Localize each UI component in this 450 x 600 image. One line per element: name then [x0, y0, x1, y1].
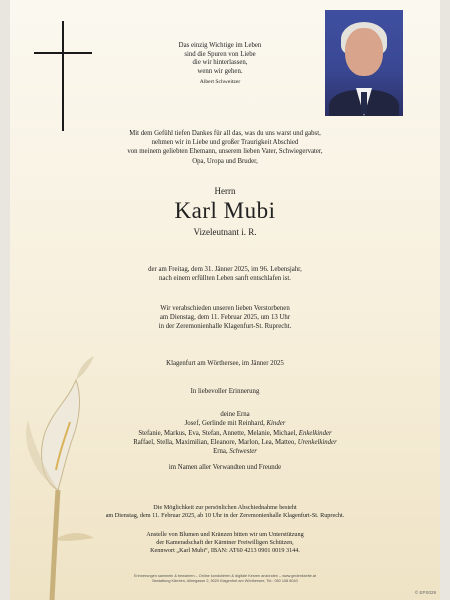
- poem: [125, 42, 315, 76]
- death-notice: [10, 265, 440, 283]
- poem-line: sind die Spuren von Liebe: [184, 50, 256, 58]
- poem-line: wenn wir gehen.: [197, 67, 243, 75]
- funeral-line: Wir verabschieden unseren lieben Verstorbenen: [160, 305, 290, 312]
- death-line: nach einem erfüllten Leben sanft entschlafen ist.: [159, 275, 291, 283]
- cross-icon-bar: [34, 52, 92, 54]
- thanks-line: nehmen wir in Liebe und großer Traurigkeit Abschied: [151, 139, 299, 147]
- thanks-line: Opa, Uropa und Bruder,: [192, 157, 258, 165]
- cross-icon: [62, 21, 64, 131]
- family-line: Raffael, Stella, Maximilian, Eleanore, Marlon, Lea, Matteo, Urenkelkinder: [133, 438, 337, 446]
- thanks-line: Mit dem Gefühl tiefen Dankes für all das, was du uns warst und gabst,: [129, 130, 321, 137]
- deceased-name: Karl Mubi: [174, 198, 276, 223]
- footer-line: Erinnerungen sammeln & bewahren – Online kondolieren & digitale Kerzen anzünden – www.gedenkseite.at: [134, 574, 316, 578]
- donation-line: der Kameradschaft der Kärntner Freiwilligen Schützen,: [156, 539, 294, 547]
- family-line: deine Erna: [220, 411, 250, 418]
- place-date: Klagenfurt am Wörthersee, im Jänner 2025: [166, 360, 284, 367]
- footer: [10, 574, 440, 584]
- donation-line: Anstelle von Blumen und Kränzen bitten wir um Unterstützung: [146, 531, 304, 538]
- portrait-photo: [325, 10, 403, 116]
- farewell-line: am Dienstag, dem 11. Februar 2025, ab 10 Uhr in der Zeremonienhalle Klagenfurt-St. Ruprecht.: [105, 512, 345, 520]
- deceased-title: Vizeleutnant i. R.: [193, 227, 257, 237]
- memory-heading: In liebevoller Erinnerung: [190, 388, 260, 395]
- thanks-text: [70, 129, 380, 166]
- funeral-line: in der Zeremonienhalle Klagenfurt-St. Ruprecht.: [158, 323, 292, 331]
- copyright-mark: © EPS029: [414, 590, 436, 595]
- poem-author: Albert Schweitzer: [199, 79, 241, 85]
- donation-line: Kennwort „Karl Mubi“, IBAN: AT60 4213 0901 0019 3144.: [150, 547, 300, 555]
- family-line: Erna, Schwester: [213, 448, 257, 456]
- thanks-line: von meinem geliebten Ehemann, unserem lieben Vater, Schwiegervater,: [127, 148, 323, 156]
- salutation: Herrn: [214, 186, 236, 196]
- relatives-note: im Namen aller Verwandten und Freunde: [168, 464, 282, 471]
- footer-line: Bestattung Kärnten, Alleegasse 2, 9020 Klagenfurt am Wörthersee, Tel.: 050 108 8040: [152, 579, 298, 583]
- poem-line: die wir hinterlassen,: [192, 59, 248, 67]
- family-line: Josef, Gerlinde mit Reinhard, Kinder: [184, 420, 286, 428]
- farewell-line: Die Möglichkeit zur persönlichen Abschiednahme besteht: [153, 504, 297, 511]
- funeral-info: [10, 304, 440, 332]
- family-line: Stefanie, Markus, Eva, Stefan, Annette, Melanie, Michael, Enkelkinder: [138, 429, 332, 437]
- lily-flower-image: [10, 340, 130, 600]
- obituary-page: [10, 0, 440, 600]
- death-line: der am Freitag, dem 31. Jänner 2025, im 96. Lebensjahr,: [148, 266, 302, 273]
- poem-line: Das einzig Wichtige im Leben: [178, 42, 262, 49]
- funeral-line: am Dienstag, dem 11. Februar 2025, um 13 Uhr: [159, 314, 291, 322]
